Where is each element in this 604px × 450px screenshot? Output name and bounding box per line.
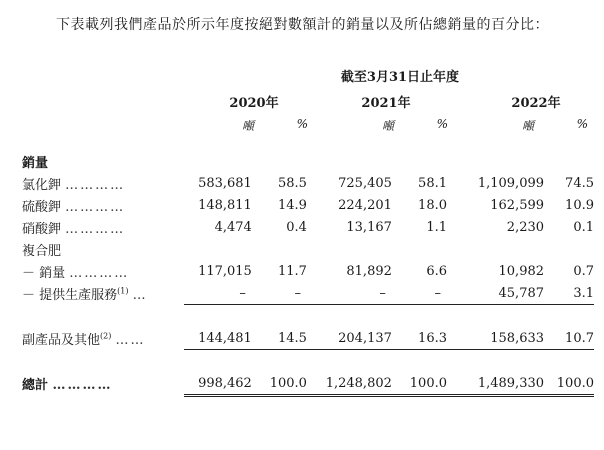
value-cell: – xyxy=(307,282,392,305)
row-label: 總計 ………… xyxy=(22,378,113,394)
percent-cell: 74.5 xyxy=(565,175,594,191)
total-row xyxy=(22,372,594,396)
value-cell: – xyxy=(184,282,252,305)
year-header-2020: 2020年 xyxy=(229,96,279,111)
value-cell: 158,633 xyxy=(447,327,544,350)
percent-cell: 10.9 xyxy=(565,197,594,213)
row-label: 硫酸鉀 ………… xyxy=(22,199,126,215)
unit-tonnes-2022: 噸 xyxy=(521,119,534,133)
value-cell: 148,811 xyxy=(198,197,252,213)
table-row xyxy=(22,216,594,238)
total-value-cell: 1,489,330 xyxy=(447,372,544,396)
value-cell: 725,405 xyxy=(338,175,392,191)
row-label: － 銷量 ………… xyxy=(22,265,130,281)
unit-tonnes-2020: 噸 xyxy=(241,119,254,133)
total-percent-cell: 100.0 xyxy=(544,372,594,396)
percent-cell: 18.0 xyxy=(418,197,447,213)
percent-cell: 10.7 xyxy=(544,327,594,350)
percent-cell: – xyxy=(252,282,307,305)
value-cell: 224,201 xyxy=(338,197,392,213)
value-cell: 583,681 xyxy=(198,175,252,191)
year-header-2021: 2021年 xyxy=(361,96,411,111)
table-row xyxy=(22,282,594,305)
row-label: 複合肥 xyxy=(22,243,62,259)
total-percent-cell: 100.0 xyxy=(392,372,447,396)
value-cell: 2,230 xyxy=(506,219,545,235)
sales-volume-table xyxy=(22,150,594,397)
row-label: 硝酸鉀 ………… xyxy=(22,221,126,237)
value-cell: 10,982 xyxy=(498,263,545,279)
total-percent-cell: 100.0 xyxy=(252,372,307,396)
unit-percent-2022: % xyxy=(576,117,588,131)
table-row xyxy=(22,194,594,216)
percent-cell: 14.9 xyxy=(277,197,307,213)
period-header: 截至3月31日止年度 xyxy=(340,70,460,85)
percent-cell: 6.6 xyxy=(426,263,447,279)
value-cell: 162,599 xyxy=(490,197,545,213)
value-cell: 1,109,099 xyxy=(477,175,545,191)
percent-cell: 11.7 xyxy=(277,263,307,279)
percent-cell: 1.1 xyxy=(426,219,447,235)
percent-cell: – xyxy=(392,282,447,305)
percent-cell: 58.5 xyxy=(277,175,307,191)
percent-cell: 0.1 xyxy=(573,219,594,235)
total-value-cell: 998,462 xyxy=(184,372,252,396)
percent-cell: 58.1 xyxy=(418,175,447,191)
row-label: 氯化鉀 ………… xyxy=(22,177,126,193)
value-cell: 144,481 xyxy=(184,327,252,350)
section-title: 銷量 xyxy=(22,155,49,171)
unit-percent-2020: % xyxy=(296,117,308,131)
total-value-cell: 1,248,802 xyxy=(307,372,392,396)
table-row xyxy=(22,238,594,260)
table-row xyxy=(22,172,594,194)
section-title-row xyxy=(22,150,594,172)
table-row xyxy=(22,260,594,282)
value-cell: 13,167 xyxy=(346,219,392,235)
value-cell: 4,474 xyxy=(214,219,252,235)
unit-tonnes-2021: 噸 xyxy=(381,119,394,133)
year-header-2022: 2022年 xyxy=(511,96,561,111)
percent-cell: 16.3 xyxy=(392,327,447,350)
row-label: － 提供生產服務$^{(1)}$ … xyxy=(22,286,148,303)
value-cell: 45,787 xyxy=(447,282,544,305)
table-row xyxy=(22,327,594,350)
row-label: 副產品及其他$^{(2)}$ …… xyxy=(22,331,146,348)
percent-cell: 3.1 xyxy=(544,282,594,305)
value-cell: 81,892 xyxy=(346,263,392,279)
value-cell: 204,137 xyxy=(307,327,392,350)
unit-percent-2021: % xyxy=(436,117,448,131)
intro-text: 下表載列我們產品於所示年度按絕對數額計的銷量以及所佔總銷量的百分比： xyxy=(56,17,549,33)
percent-cell: 0.4 xyxy=(286,219,307,235)
value-cell: 117,015 xyxy=(198,263,252,279)
percent-cell: 0.7 xyxy=(573,263,594,279)
percent-cell: 14.5 xyxy=(252,327,307,350)
